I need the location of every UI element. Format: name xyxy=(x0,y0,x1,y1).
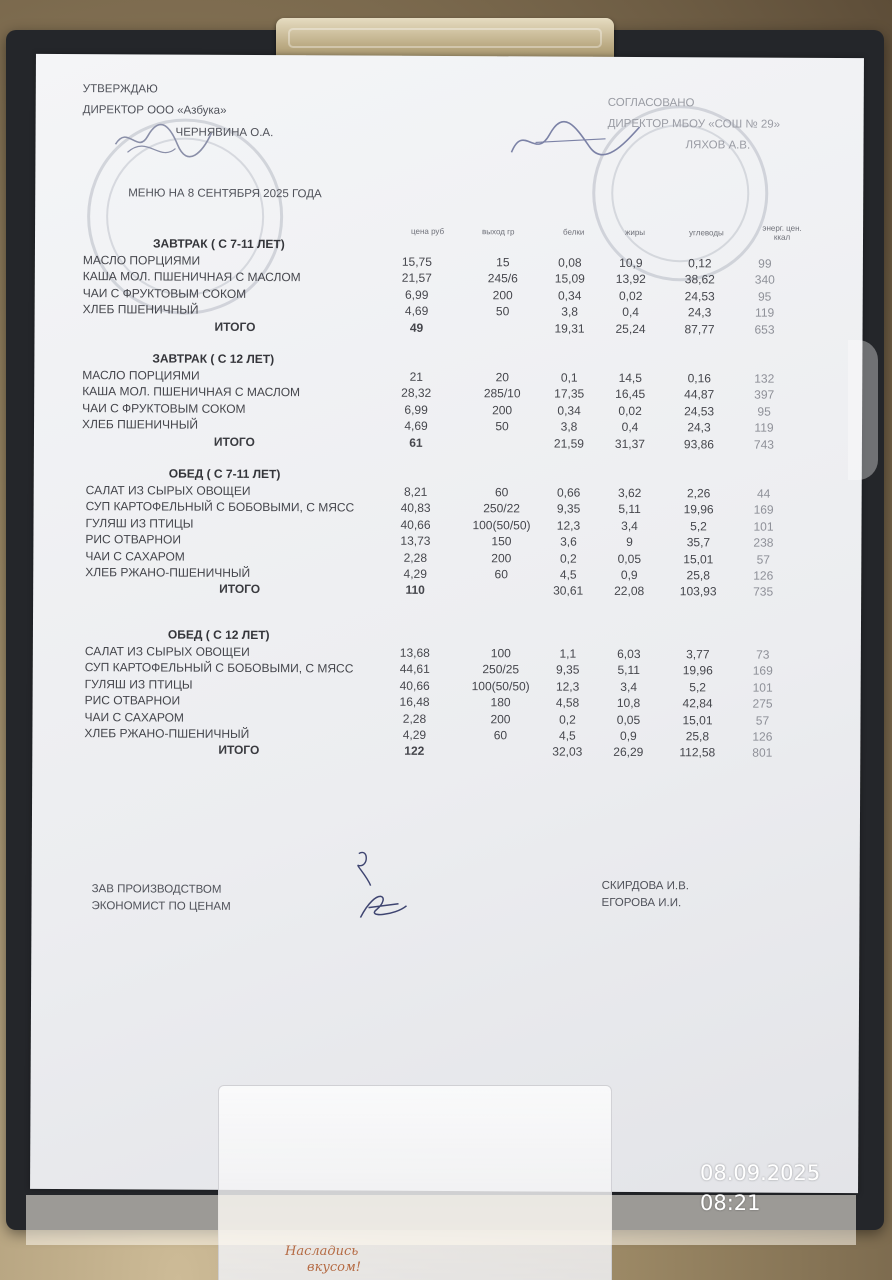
cell-f: 10,8 xyxy=(616,696,641,711)
cell-p: 0,2 xyxy=(559,551,577,566)
cell-k: 101 xyxy=(753,519,774,534)
cell-out: 180 xyxy=(490,695,511,710)
total-p: 19,31 xyxy=(554,321,585,336)
cell-p: 3,8 xyxy=(560,419,578,434)
menu-sheet xyxy=(30,54,864,1193)
footer-name-egorova: ЕГОРОВА И.И. xyxy=(601,896,682,910)
col-fat: жиры xyxy=(625,227,646,238)
cell-k: 340 xyxy=(754,272,775,288)
cell-p: 12,3 xyxy=(556,518,581,533)
cell-f: 10,9 xyxy=(619,255,643,271)
dish-name: ЧАИ С САХАРОМ xyxy=(85,548,185,564)
cell-p: 15,09 xyxy=(554,271,585,287)
total-label: ИТОГО xyxy=(219,582,261,597)
total-price: 49 xyxy=(409,320,424,335)
cell-p: 9,35 xyxy=(556,662,580,678)
total-f: 31,37 xyxy=(614,436,645,451)
photo-timestamp xyxy=(700,1158,820,1218)
cell-out: 60 xyxy=(494,485,509,500)
acrylic-stand xyxy=(218,1085,612,1280)
total-row xyxy=(32,743,812,762)
cell-price: 4,69 xyxy=(404,303,429,319)
cell-c: 42,84 xyxy=(682,696,713,711)
cell-out: 60 xyxy=(494,567,508,582)
cell-price: 40,83 xyxy=(400,501,431,516)
cell-c: 38,62 xyxy=(684,272,715,287)
col-protein: белки xyxy=(563,227,585,237)
cell-price: 40,66 xyxy=(400,517,431,532)
cell-price: 6,99 xyxy=(404,287,429,302)
cell-k: 238 xyxy=(753,535,774,550)
cell-f: 5,11 xyxy=(617,663,641,678)
cell-price: 8,21 xyxy=(403,484,428,499)
dish-name: ГУЛЯШ ИЗ ПТИЦЫ xyxy=(84,676,193,692)
cell-p: 4,5 xyxy=(559,567,577,582)
cell-f: 3,4 xyxy=(621,518,638,533)
cell-k: 119 xyxy=(754,420,774,435)
cell-f: 6,03 xyxy=(617,646,641,662)
cell-f: 0,02 xyxy=(618,288,643,303)
section-title: ЗАВТРАК ( С 7-11 ЛЕТ) xyxy=(152,236,285,252)
cell-c: 3,77 xyxy=(686,647,710,662)
approve-left-name: ЧЕРНЯВИНА О.А. xyxy=(175,126,274,140)
cell-p: 12,3 xyxy=(555,679,580,694)
cell-price: 13,68 xyxy=(399,645,430,660)
dish-name: ХЛЕБ ПШЕНИЧНЫЙ xyxy=(82,302,199,317)
total-price: 61 xyxy=(409,435,423,450)
total-k: 653 xyxy=(754,322,775,337)
total-price: 110 xyxy=(405,583,425,598)
total-row xyxy=(33,582,813,601)
cell-c: 24,3 xyxy=(687,305,712,320)
total-row xyxy=(34,434,814,453)
cell-c: 5,2 xyxy=(690,519,707,534)
cell-price: 15,75 xyxy=(401,254,432,269)
total-row xyxy=(35,319,815,338)
cell-c: 24,53 xyxy=(684,289,715,304)
total-c: 112,58 xyxy=(679,745,716,760)
cell-c: 15,01 xyxy=(682,712,713,727)
cell-price: 4,29 xyxy=(402,727,427,742)
cell-out: 150 xyxy=(491,534,512,549)
cell-out: 50 xyxy=(495,419,509,434)
cell-out: 20 xyxy=(495,370,509,385)
dish-name: САЛАТ ИЗ СЫРЫХ ОВОЩЕИ xyxy=(84,644,250,659)
total-p: 30,61 xyxy=(553,583,584,599)
col-kcal: энерг. цен. ккал xyxy=(762,223,802,242)
dish-name: КАША МОЛ. ПШЕНИЧНАЯ С МАСЛОМ xyxy=(82,384,301,400)
cell-k: 95 xyxy=(757,289,772,304)
cell-p: 0,2 xyxy=(559,712,576,727)
cell-c: 35,7 xyxy=(686,535,711,550)
total-p: 32,03 xyxy=(552,744,583,760)
cell-c: 0,12 xyxy=(688,256,712,271)
cell-f: 9 xyxy=(626,535,633,550)
cell-c: 25,8 xyxy=(685,729,710,744)
sheet-protector-tab xyxy=(848,340,878,480)
total-k: 801 xyxy=(752,745,773,761)
dish-name: ЧАИ С ФРУКТОВЫМ СОКОМ xyxy=(82,285,247,301)
cell-out: 60 xyxy=(493,728,508,743)
cell-k: 99 xyxy=(758,256,772,271)
cell-p: 0,08 xyxy=(558,255,582,270)
cell-k: 126 xyxy=(752,729,773,744)
cell-out: 15 xyxy=(496,255,510,270)
cell-f: 3,4 xyxy=(620,679,638,694)
cell-out: 250/22 xyxy=(483,501,520,516)
cell-k: 169 xyxy=(753,502,774,518)
footer-name-skirdova: СКИРДОВА И.В. xyxy=(601,879,690,893)
brand-line-1: Насладись xyxy=(285,1244,359,1259)
signature-left xyxy=(107,114,217,167)
cell-f: 0,05 xyxy=(616,712,641,727)
dish-name: РИС ОТВАРНОИ xyxy=(85,532,182,547)
cell-f: 0,4 xyxy=(622,305,640,320)
cell-k: 132 xyxy=(754,371,775,386)
cell-out: 200 xyxy=(490,711,511,726)
total-price: 122 xyxy=(404,744,425,759)
cell-c: 0,16 xyxy=(687,371,711,386)
timestamp-date: 08.09.2025 xyxy=(700,1161,821,1185)
cell-p: 0,66 xyxy=(556,485,581,500)
cell-out: 100 xyxy=(490,646,511,661)
timestamp-time: 08:21 xyxy=(700,1191,761,1215)
cell-p: 4,5 xyxy=(559,728,576,743)
cell-p: 0,1 xyxy=(560,370,578,385)
cell-p: 3,8 xyxy=(561,304,579,319)
total-c: 93,86 xyxy=(683,436,714,451)
cell-price: 21 xyxy=(409,369,423,384)
dish-name: ХЛЕБ РЖАНО-ПШЕНИЧНЫЙ xyxy=(85,565,251,580)
total-k: 735 xyxy=(753,584,774,600)
dish-name: РИС ОТВАРНОИ xyxy=(84,693,181,708)
cell-p: 4,58 xyxy=(555,695,580,710)
cell-price: 40,66 xyxy=(399,678,430,693)
cell-f: 0,9 xyxy=(620,567,638,582)
cell-k: 57 xyxy=(756,552,771,567)
footer-role-production: ЗАВ ПРОИЗВОДСТВОМ xyxy=(91,883,222,896)
cell-p: 17,35 xyxy=(554,386,585,402)
cell-k: 397 xyxy=(754,387,775,403)
total-p: 21,59 xyxy=(553,436,584,451)
cell-price: 13,73 xyxy=(400,533,431,549)
approve-right-name: ЛЯХОВ А.В. xyxy=(685,139,751,152)
approve-right-role: ДИРЕКТОР МБОУ «СОШ № 29» xyxy=(607,117,781,131)
cell-price: 2,28 xyxy=(402,711,427,726)
cell-out: 100(50/50) xyxy=(472,517,531,533)
col-carbs: углеводы xyxy=(689,228,724,238)
cell-c: 19,96 xyxy=(682,663,713,678)
cell-c: 15,01 xyxy=(683,551,714,566)
cell-k: 169 xyxy=(752,663,773,679)
cell-f: 5,11 xyxy=(618,502,641,517)
cell-p: 0,34 xyxy=(557,288,582,303)
col-output: выход гр xyxy=(482,227,515,237)
cell-price: 6,99 xyxy=(404,402,428,417)
footer-role-economist: ЭКОНОМИСТ ПО ЦЕНАМ xyxy=(91,900,231,913)
approve-left-role: ДИРЕКТОР ООО «Азбука» xyxy=(82,104,227,117)
cell-p: 1,1 xyxy=(559,646,577,661)
cell-out: 50 xyxy=(495,304,510,319)
section-title: ОБЕД ( С 12 ЛЕТ) xyxy=(167,627,270,643)
cell-price: 4,29 xyxy=(403,566,427,581)
cell-k: 126 xyxy=(753,568,774,583)
cell-price: 2,28 xyxy=(403,550,428,565)
total-f: 22,08 xyxy=(614,584,645,599)
total-label: ИТОГО xyxy=(218,743,260,758)
cell-k: 101 xyxy=(752,680,773,695)
cell-f: 14,5 xyxy=(618,370,642,386)
approve-right-title: СОГЛАСОВАНО xyxy=(607,96,695,110)
cell-out: 100(50/50) xyxy=(471,678,530,694)
cell-f: 13,92 xyxy=(615,272,646,287)
section-title: ЗАВТРАК ( С 12 ЛЕТ) xyxy=(152,351,275,367)
cell-k: 119 xyxy=(755,305,775,320)
approve-left-title: УТВЕРЖДАЮ xyxy=(82,83,158,96)
cell-out: 245/6 xyxy=(487,271,518,286)
cell-c: 2,26 xyxy=(686,486,711,501)
total-f: 26,29 xyxy=(613,745,644,760)
total-c: 103,93 xyxy=(679,584,717,599)
cell-out: 200 xyxy=(492,403,513,418)
dish-name: ЧАИ С САХАРОМ xyxy=(84,709,184,725)
total-f: 25,24 xyxy=(615,321,646,336)
cell-k: 95 xyxy=(757,404,771,419)
cell-c: 24,53 xyxy=(684,404,715,419)
cell-f: 0,4 xyxy=(621,420,639,435)
col-price: цена руб xyxy=(411,226,445,236)
cell-k: 73 xyxy=(756,647,770,662)
section-title: ОБЕД ( С 7-11 ЛЕТ) xyxy=(168,466,281,482)
cell-out: 200 xyxy=(491,550,512,565)
dish-name: МАСЛО ПОРЦИЯМИ xyxy=(82,253,201,268)
brand-line-2: вкусом! xyxy=(307,1260,361,1275)
cell-c: 19,96 xyxy=(683,502,714,517)
dish-name: СУП КАРТОФЕЛЬНЫЙ С БОБОВЫМИ, С МЯСС xyxy=(85,499,355,515)
total-label: ИТОГО xyxy=(213,434,255,449)
cell-price: 28,32 xyxy=(401,386,432,401)
cell-price: 4,69 xyxy=(404,418,428,434)
dish-name: МАСЛО ПОРЦИЯМИ xyxy=(82,368,200,383)
dish-name: ГУЛЯШ ИЗ ПТИЦЫ xyxy=(85,515,194,531)
cell-k: 57 xyxy=(755,713,770,728)
total-k: 743 xyxy=(753,437,774,452)
cell-price: 21,57 xyxy=(401,271,432,286)
cell-f: 0,05 xyxy=(617,551,642,566)
cell-f: 0,02 xyxy=(618,403,642,418)
signature-footer xyxy=(346,845,416,925)
total-c: 87,77 xyxy=(684,321,715,336)
dish-name: САЛАТ ИЗ СЫРЫХ ОВОЩЕИ xyxy=(85,483,251,498)
cell-p: 0,34 xyxy=(557,403,581,418)
cell-c: 25,8 xyxy=(686,568,710,583)
dish-name: ЧАИ С ФРУКТОВЫМ СОКОМ xyxy=(82,400,246,416)
cell-out: 200 xyxy=(492,288,513,303)
cell-price: 44,61 xyxy=(399,662,430,677)
total-label: ИТОГО xyxy=(214,319,256,334)
cell-c: 24,3 xyxy=(687,420,711,435)
dish-name: КАША МОЛ. ПШЕНИЧНАЯ С МАСЛОМ xyxy=(82,269,301,285)
cell-c: 44,87 xyxy=(684,387,715,402)
cell-out: 285/10 xyxy=(483,386,521,401)
cell-f: 16,45 xyxy=(615,387,646,402)
cell-f: 0,9 xyxy=(620,728,637,743)
cell-p: 3,6 xyxy=(560,534,577,549)
dish-name: СУП КАРТОФЕЛЬНЫЙ С БОБОВЫМИ, С МЯСС xyxy=(84,660,354,676)
cell-c: 5,2 xyxy=(689,680,707,695)
cell-out: 250/25 xyxy=(482,662,520,677)
dish-name: ХЛЕБ РЖАНО-ПШЕНИЧНЫЙ xyxy=(84,726,250,741)
dish-name: ХЛЕБ ПШЕНИЧНЫЙ xyxy=(82,417,198,432)
brand-logo xyxy=(285,1244,395,1280)
cell-f: 3,62 xyxy=(617,485,642,501)
menu-title: МЕНЮ НА 8 СЕНТЯБРЯ 2025 ГОДА xyxy=(128,187,322,201)
cell-price: 16,48 xyxy=(399,694,430,710)
cell-p: 9,35 xyxy=(556,501,581,517)
cell-k: 44 xyxy=(756,486,771,501)
cell-k: 275 xyxy=(752,696,773,711)
